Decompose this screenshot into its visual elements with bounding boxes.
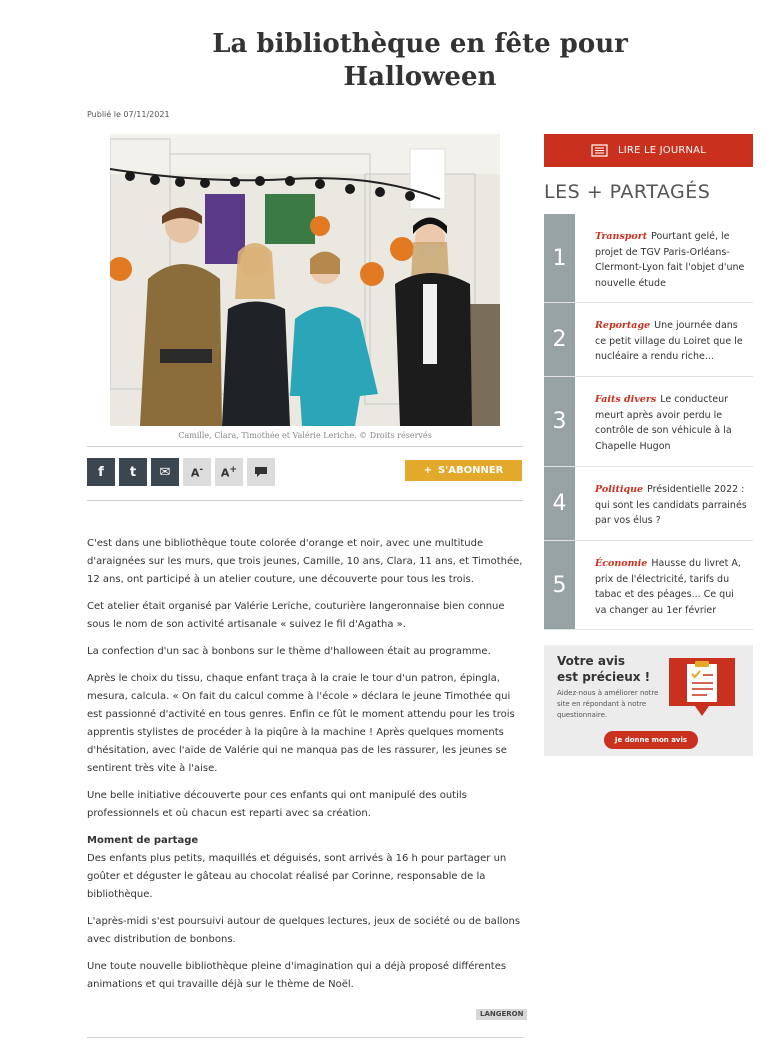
rank-text — [575, 541, 753, 629]
email-share-button[interactable] — [151, 458, 179, 486]
font-decrease-button[interactable] — [183, 458, 211, 486]
plus-icon: + — [423, 465, 432, 476]
article-subheading: Moment de partage — [87, 835, 199, 846]
survey-box — [544, 645, 753, 756]
photo-illustration — [110, 134, 500, 426]
rank-category: Transport — [595, 231, 648, 242]
font-decrease-letter: A — [190, 466, 200, 480]
most-shared-item[interactable] — [544, 541, 753, 630]
rank-headline: Le conducteur meurt après avoir perdu le contrôle de son véhicule à la Chapelle Hugon — [595, 394, 732, 452]
rank-number: 2 — [544, 303, 575, 376]
article-paragraph: L'après-midi s'est poursuivi autour de quelques lectures, jeux de société ou de ballons avec distribution de bonbons. — [87, 916, 521, 945]
article-paragraph: C'est dans une bibliothèque toute colorée d'orange et noir, avec une multitude d'araignées sur les murs, que trois jeunes, Camille, 10 ans, Clara, 11 ans, et Timothée, 12 ans, ont participé à un atelier couture, une découverte pour tous les trois. — [87, 538, 523, 585]
rank-number: 1 — [544, 214, 575, 302]
rank-text — [575, 377, 753, 466]
rank-category: Politique — [595, 484, 644, 495]
subscribe-label: S'ABONNER — [437, 465, 504, 476]
rank-category: Faits divers — [595, 394, 657, 405]
publish-date: Publié le 07/11/2021 — [87, 110, 170, 119]
rank-headline: Hausse du livret A, prix de l'électricité, tarifs du tabac et des péages... Ce qui va changer au 1er février — [595, 558, 741, 616]
most-shared-item[interactable] — [544, 214, 753, 303]
facebook-icon: f — [98, 464, 104, 480]
article-paragraph: Une toute nouvelle bibliothèque pleine d'imagination qui a déjà proposé différentes animations et qui travaille déjà sur le thème de Noël. — [87, 961, 507, 990]
article-paragraph: Après le choix du tissu, chaque enfant traça à la craie le tour d'un patron, épingla, mesura, calcula. « On fait du calcul comme à l'école » déclara le jeune Timothée qui est passionné d'activité en tous genres. Enfin ce fût le moment attendu pour les trois apprentis stylistes de procéder à la piqûre à la machine ! Après quelques moments d'hésitation, avec l'aide de Valérie qui ne manqua pas de les rassurer, les jeunes se sentirent très vite à l'aise. — [87, 673, 515, 774]
article-photo[interactable] — [110, 134, 500, 426]
most-shared-item[interactable] — [544, 303, 753, 377]
article-paragraph: Des enfants plus petits, maquillés et déguisés, sont arrivés à 16 h pour partager un goûter et déguster le gâteau au chocolat réalisé par Corinne, responsable de la bibliothèque. — [87, 853, 507, 900]
survey-title-line2: est précieux ! — [557, 670, 651, 684]
survey-title — [557, 653, 650, 685]
facebook-share-button[interactable] — [87, 458, 115, 486]
twitter-share-button[interactable] — [119, 458, 147, 486]
comment-icon — [254, 466, 268, 478]
rank-category: Économie — [595, 558, 648, 569]
read-journal-label: LIRE LE JOURNAL — [617, 145, 706, 156]
location-tag[interactable]: LANGERON — [476, 1009, 527, 1020]
share-bar — [87, 458, 275, 486]
email-icon: ✉ — [159, 464, 171, 480]
comment-button[interactable] — [247, 458, 275, 486]
divider-bottom — [87, 1037, 523, 1038]
font-increase-icon — [221, 464, 237, 480]
rank-number: 3 — [544, 377, 575, 466]
font-decrease-icon — [191, 464, 203, 480]
photo-caption: Camille, Clara, Timothée et Valérie Leriche. © Droits réservés — [178, 431, 432, 440]
most-shared-list — [544, 214, 753, 630]
read-journal-button[interactable] — [544, 134, 753, 167]
font-increase-letter: A — [220, 466, 230, 480]
divider-share — [87, 500, 523, 501]
rank-text — [575, 303, 753, 376]
article-paragraph: Une belle initiative découverte pour ces enfants qui ont manipulé des outils professionnels et où chacun est reparti avec sa création. — [87, 790, 467, 819]
rank-category: Reportage — [595, 320, 651, 331]
rank-number: 4 — [544, 467, 575, 540]
survey-title-line1: Votre avis — [557, 654, 626, 668]
survey-description: Aidez-nous à améliorer notre site en répondant à notre questionnaire. — [557, 689, 659, 719]
article-body — [87, 535, 524, 1003]
rank-text — [575, 214, 753, 302]
font-increase-sign: + — [229, 464, 238, 476]
most-shared-title: LES + PARTAGÉS — [544, 181, 711, 203]
subscribe-button[interactable] — [405, 460, 522, 481]
rank-headline: Présidentielle 2022 : qui sont les candidats parrainés par vos élus ? — [595, 484, 747, 526]
article-paragraph: La confection d'un sac à bonbons sur le thème d'halloween était au programme. — [87, 646, 491, 657]
rank-headline: Une journée dans ce petit village du Loiret que le nucléaire a rendu riche... — [595, 320, 743, 362]
most-shared-item[interactable] — [544, 467, 753, 541]
rank-text — [575, 467, 753, 540]
newspaper-icon — [591, 144, 608, 157]
most-shared-item[interactable] — [544, 377, 753, 467]
survey-button[interactable]: Je donne mon avis — [604, 731, 698, 749]
twitter-icon: t — [129, 464, 137, 480]
divider-top — [87, 446, 523, 447]
font-decrease-sign: - — [199, 464, 204, 476]
article-title: La bibliothèque en fête pour Halloween — [212, 29, 628, 92]
font-increase-button[interactable] — [215, 458, 243, 486]
rank-number: 5 — [544, 541, 575, 629]
survey-clipboard-icon — [669, 658, 735, 726]
article-paragraph: Cet atelier était organisé par Valérie Leriche, couturière langeronnaise bien connue sous le nom de son activité artisanale « suivez le fil d'Agatha ». — [87, 601, 505, 630]
rank-headline: Pourtant gelé, le projet de TGV Paris-Orléans-Clermont-Lyon fait l'objet d'une nouvelle étude — [595, 231, 745, 289]
